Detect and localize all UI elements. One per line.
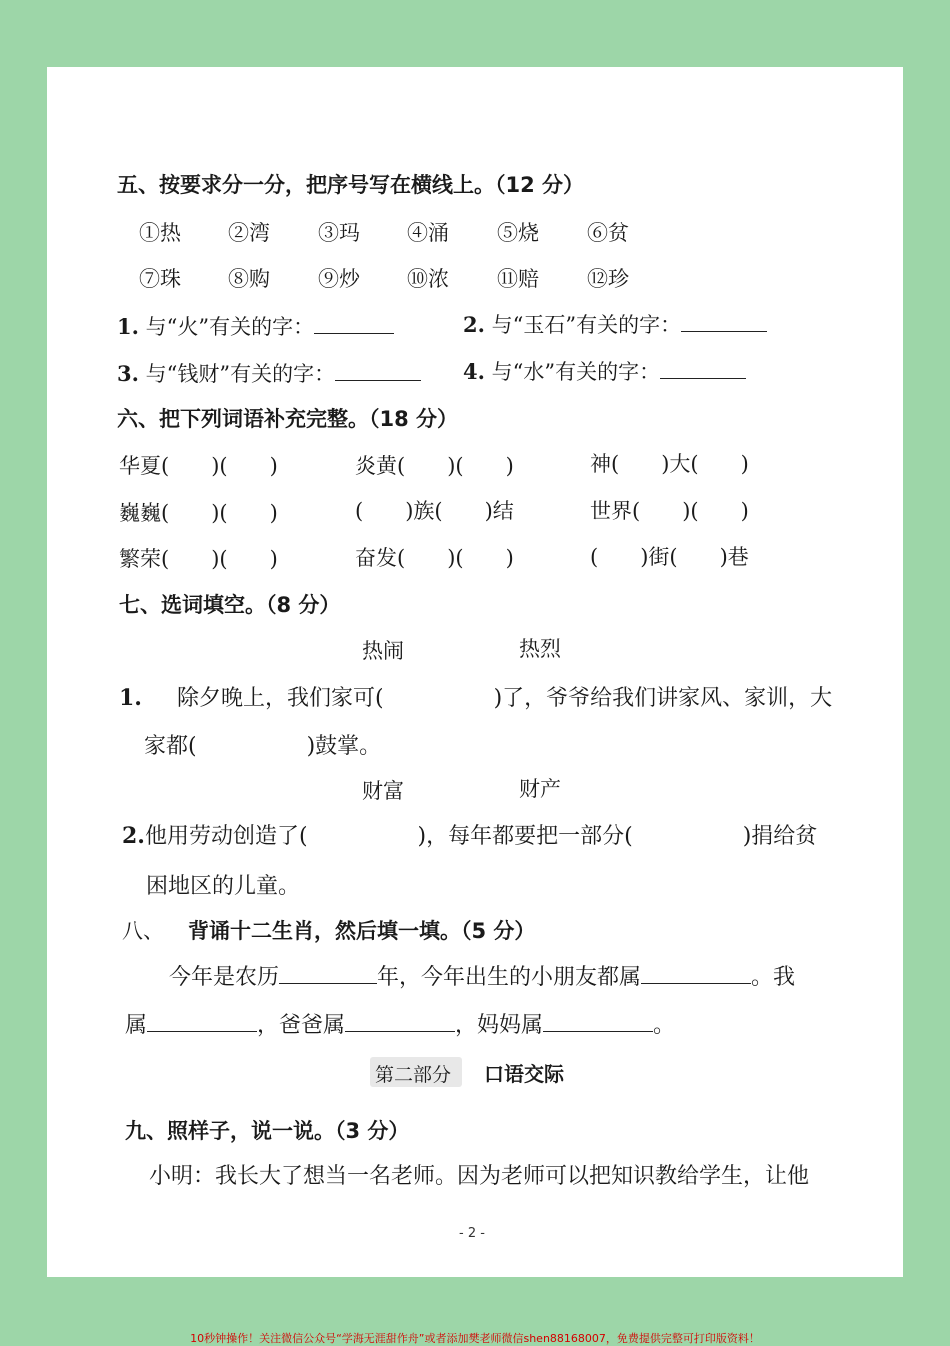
word-fill-item[interactable]: 神( )大( ) (590, 452, 749, 476)
char-option: ④涌 (407, 221, 449, 245)
text-segment: ，妈妈属 (455, 1013, 544, 1038)
text-segment: 今年是农历 (169, 965, 280, 990)
example-sentence: 小明：我长大了想当一名老师。因为老师可以把知识教给学生，让他 (149, 1164, 810, 1189)
char-option: ⑪赔 (497, 267, 539, 291)
mother-zodiac-blank[interactable] (543, 1009, 653, 1032)
char-option: ⑦珠 (139, 267, 181, 291)
question-5-4 (463, 356, 746, 386)
word-fill-item[interactable]: 世界( )( ) (590, 499, 749, 523)
char-option: ⑩浓 (407, 267, 449, 291)
page-number: - 2 - (459, 1226, 485, 1241)
answer-blank[interactable] (335, 358, 421, 381)
word-fill-item[interactable]: ( )族( )结 (355, 499, 514, 523)
question-text[interactable]: 他用劳动创造了( )，每年都要把一部分( )捐给贫 (144, 824, 818, 849)
section-5-title: 五、按要求分一分，把序号写在横线上。（12 分） (117, 173, 585, 197)
char-option: ②湾 (228, 221, 270, 245)
question-text: 与“火”有关的字： (145, 315, 315, 339)
question-7-2-cont: 困地区的儿童。 (146, 874, 301, 899)
question-number: 1. (117, 314, 139, 339)
answer-blank[interactable] (314, 311, 394, 334)
word-choice: 财富 (362, 779, 404, 803)
word-fill-item[interactable]: 炎黄( )( ) (355, 454, 514, 478)
question-number: 3. (117, 361, 139, 386)
question-number: 4. (463, 359, 485, 384)
worksheet-page (47, 67, 903, 1277)
question-5-3 (117, 358, 421, 388)
part-title: 口语交际 (484, 1062, 564, 1086)
word-fill-item[interactable]: 华夏( )( ) (119, 454, 278, 478)
zodiac-line-1 (169, 960, 795, 991)
text-segment: 年，今年出生的小朋友都属 (377, 965, 642, 990)
question-number: 1. (119, 685, 142, 711)
word-choice: 热烈 (519, 637, 561, 661)
question-7-1 (119, 681, 832, 712)
text-segment: 。 (653, 1013, 676, 1038)
section-title-text: 背诵十二生肖，然后填一填。（5 分） (188, 919, 536, 943)
section-8-title (122, 915, 535, 945)
char-option: ③玛 (318, 221, 360, 245)
question-7-2 (122, 819, 817, 850)
char-option: ⑧购 (228, 267, 270, 291)
answer-blank[interactable] (681, 309, 767, 332)
question-number: 2. (122, 823, 145, 849)
text-segment: 属 (125, 1013, 148, 1038)
my-zodiac-blank[interactable] (147, 1009, 257, 1032)
char-option: ⑨炒 (318, 267, 360, 291)
char-option: ⑫珍 (587, 267, 629, 291)
text-segment: ，爸爸属 (257, 1013, 346, 1038)
question-text[interactable]: 除夕晚上，我们家可( )了，爷爷给我们讲家风、家训，大 (177, 686, 833, 711)
question-5-1 (117, 311, 394, 341)
word-choice: 财产 (519, 777, 561, 801)
year-blank[interactable] (279, 961, 377, 984)
question-5-2 (463, 309, 767, 339)
char-option: ⑥贫 (587, 221, 629, 245)
father-zodiac-blank[interactable] (345, 1009, 455, 1032)
zodiac-line-2 (125, 1008, 675, 1039)
question-7-1-cont[interactable]: 家都( )鼓掌。 (144, 734, 382, 759)
answer-blank[interactable] (660, 356, 746, 379)
word-fill-item[interactable]: ( )街( )巷 (590, 545, 749, 569)
question-text: 与“钱财”有关的字： (145, 362, 336, 386)
zodiac-blank[interactable] (641, 961, 751, 984)
section-9-title: 九、照样子，说一说。（3 分） (125, 1119, 410, 1143)
word-choice: 热闹 (362, 639, 404, 663)
char-option: ⑤烧 (497, 221, 539, 245)
text-segment: 。我 (751, 965, 796, 990)
word-fill-item[interactable]: 繁荣( )( ) (119, 547, 278, 571)
char-option: ①热 (139, 221, 181, 245)
section-6-title: 六、把下列词语补充完整。（18 分） (117, 407, 459, 431)
word-fill-item[interactable]: 巍巍( )( ) (119, 501, 278, 525)
section-7-title: 七、选词填空。（8 分） (119, 593, 341, 617)
question-text: 与“玉石”有关的字： (491, 313, 682, 337)
part-tag: 第二部分 (375, 1064, 452, 1086)
section-number: 八、 (122, 919, 164, 943)
footer-notice: 10秒钟操作！关注微信公众号“学海无涯甜作舟”或者添加樊老师微信shen88168007，免费提供完整可打印版资料！ (190, 1332, 760, 1345)
word-fill-item[interactable]: 奋发( )( ) (355, 546, 514, 570)
question-text: 与“水”有关的字： (491, 360, 661, 384)
question-number: 2. (463, 312, 485, 337)
